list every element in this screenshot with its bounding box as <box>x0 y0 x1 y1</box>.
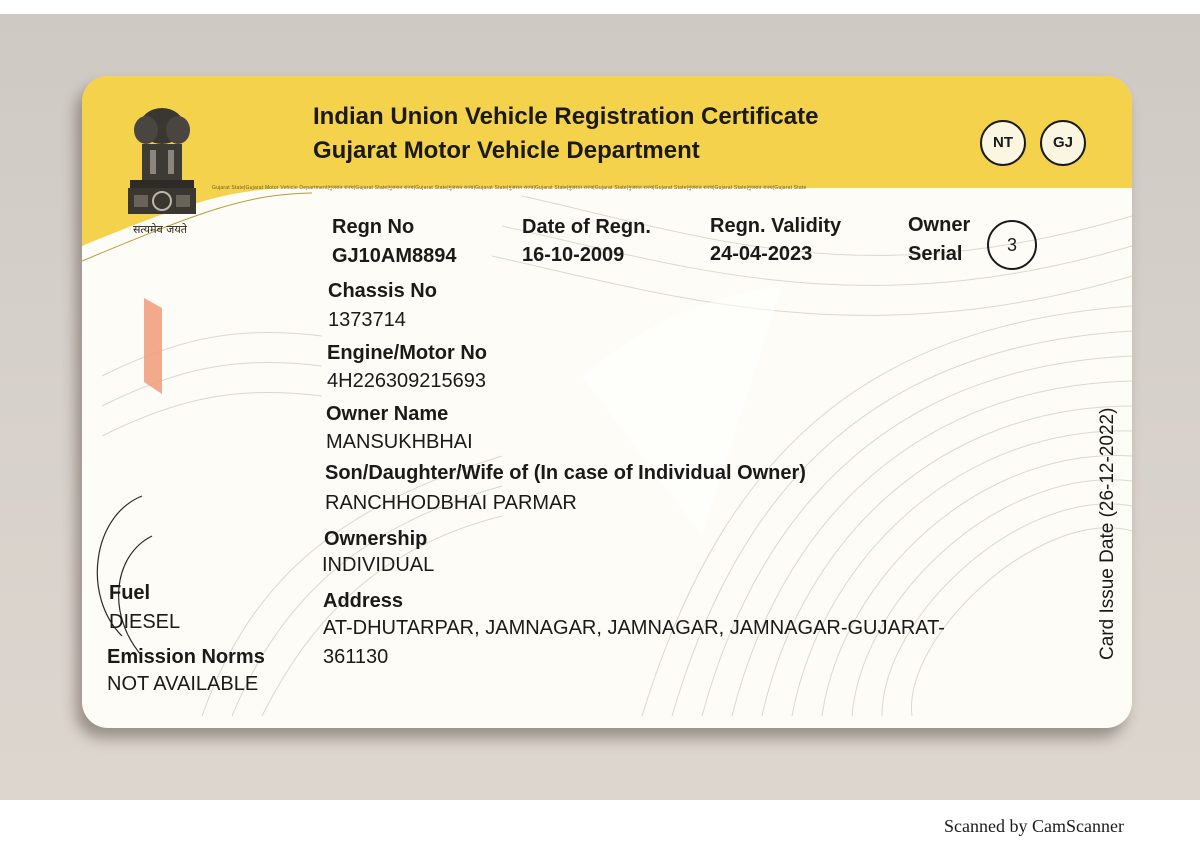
ownership-label: Ownership <box>324 528 428 550</box>
engine-label: Engine/Motor No <box>327 342 487 364</box>
regn-validity-value: 24-04-2023 <box>710 243 813 265</box>
owner-serial-label-bottom: Serial <box>908 243 963 265</box>
regn-no-value: GJ10AM8894 <box>332 245 457 267</box>
relation-value: RANCHHODBHAI PARMAR <box>325 492 577 514</box>
badge-nt: NT <box>980 120 1026 166</box>
regn-validity-label: Regn. Validity <box>710 215 842 237</box>
relation-label: Son/Daughter/Wife of (In case of Individual Owner) <box>325 462 806 484</box>
ownership-value: INDIVIDUAL <box>322 554 435 576</box>
date-of-regn-value: 16-10-2009 <box>522 244 625 266</box>
owner-name-label: Owner Name <box>326 403 449 425</box>
owner-name-value: MANSUKHBHAI <box>326 431 473 453</box>
national-emblem-icon <box>116 100 208 232</box>
fuel-value: DIESEL <box>109 611 181 633</box>
owner-serial-value: 3 <box>987 220 1037 270</box>
address-label: Address <box>323 590 404 612</box>
regn-no-label: Regn No <box>332 216 415 238</box>
address-line-2: 361130 <box>323 646 389 668</box>
scanner-footer: Scanned by CamScanner <box>944 816 1124 836</box>
badge-gj: GJ <box>1040 120 1086 166</box>
microprint-strip: Gujarat State|Gujarat Motor Vehicle Department|गुजरात राज्य|Gujarat State|गुजरात राज्य|Gujarat State|गुजरात राज्य|Gujarat State|गुजरात राज्य|Gujarat State|गुजरात राज्य|Gujarat State|गुजरात राज्य|Gujarat State|गुजरात राज्य|Gujarat State|गुजरात राज्य|Gujarat State <box>212 185 807 191</box>
emblem-caption: सत्यमेव जयते <box>132 223 187 236</box>
chassis-label: Chassis No <box>328 280 437 302</box>
emission-norms-value: NOT AVAILABLE <box>107 673 259 695</box>
chassis-value: 1373714 <box>328 309 406 331</box>
emission-norms-label: Emission Norms <box>107 646 265 668</box>
date-of-regn-label: Date of Regn. <box>522 216 651 238</box>
fuel-label: Fuel <box>109 582 151 604</box>
department-title: Gujarat Motor Vehicle Department <box>313 137 700 164</box>
card-issue-date: Card Issue Date (26-12-2022) <box>1097 407 1118 660</box>
address-line-1: AT-DHUTARPAR, JAMNAGAR, JAMNAGAR, JAMNAGAR-GUJARAT- <box>323 617 945 639</box>
certificate-title: Indian Union Vehicle Registration Certificate <box>313 103 819 130</box>
owner-serial-label-top: Owner <box>908 214 971 236</box>
registration-card <box>82 76 1132 728</box>
engine-value: 4H226309215693 <box>327 370 487 392</box>
